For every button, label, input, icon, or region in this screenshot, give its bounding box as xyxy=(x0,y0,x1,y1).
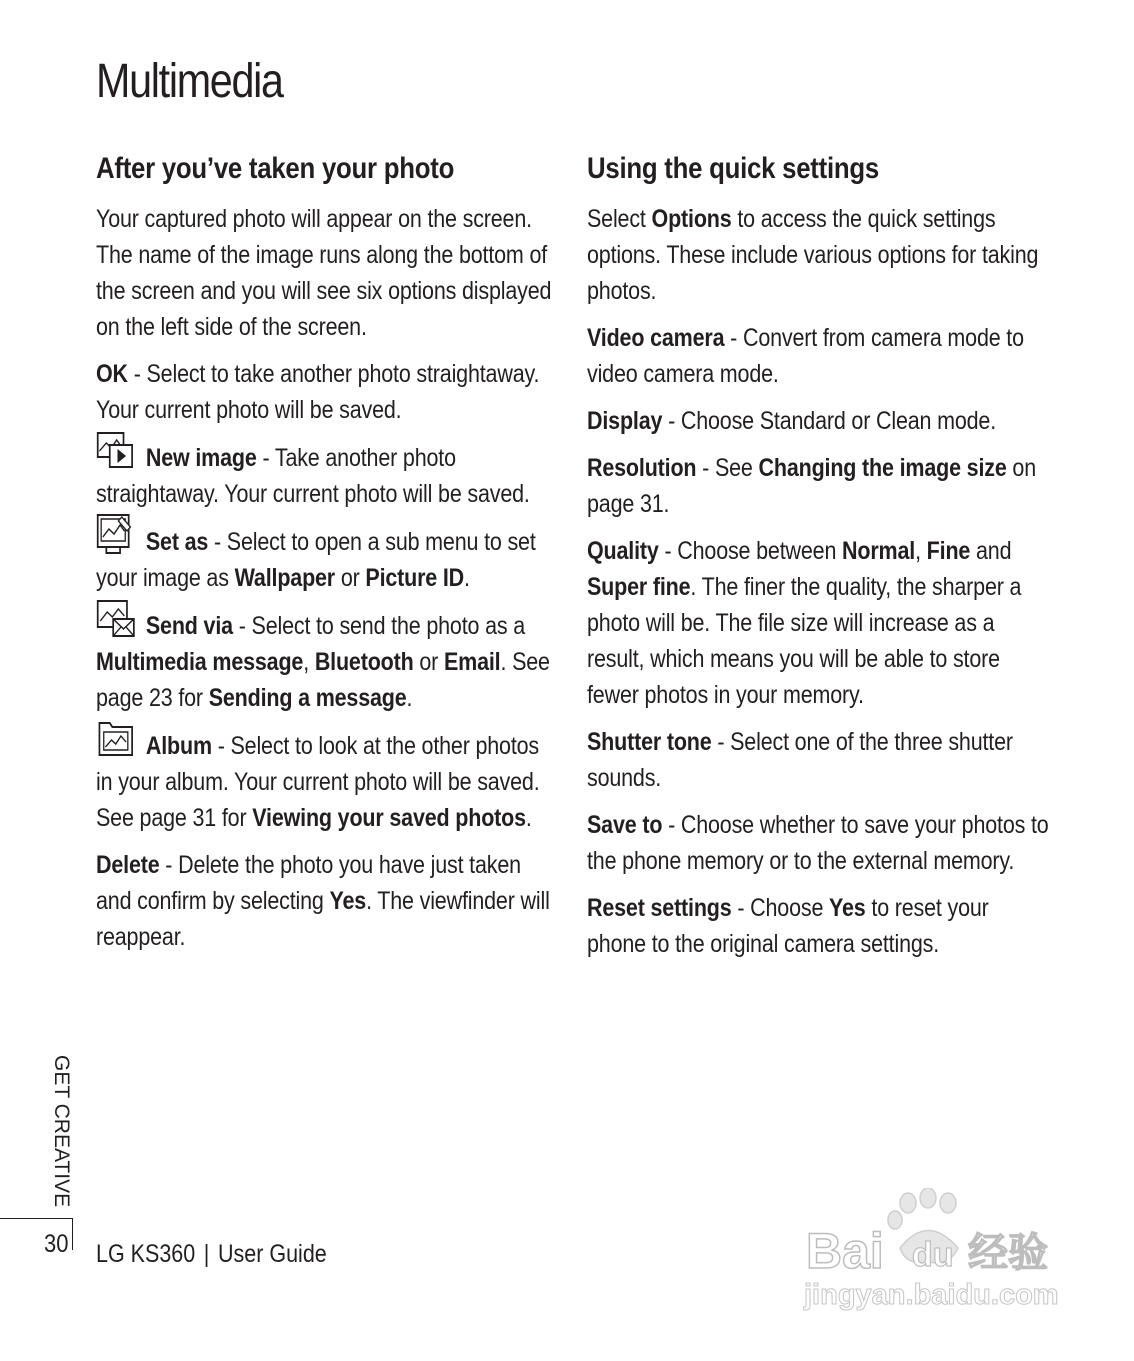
display-setting xyxy=(587,403,1051,439)
watermark-brand-du: du xyxy=(912,1236,954,1274)
delete-option xyxy=(96,847,560,955)
quality-text-3: and xyxy=(970,537,1012,565)
set-as-term: Set as xyxy=(145,528,209,556)
shutter-tone-setting xyxy=(587,724,1051,796)
email-term: Email xyxy=(443,648,501,676)
reset-text-2: to reset your phone to the original camera settings. xyxy=(587,894,989,958)
bluetooth-term: Bluetooth xyxy=(314,648,414,676)
ok-option xyxy=(96,356,560,428)
baidu-paw-logo xyxy=(800,1188,1070,1313)
delete-term: Delete xyxy=(96,851,160,879)
set-as-text-1: - Select to open a sub menu to set your image as xyxy=(96,528,536,592)
viewing-saved-photos-term: Viewing your saved photos xyxy=(252,804,526,832)
page-number: 30 xyxy=(44,1230,69,1258)
yes-term: Yes xyxy=(829,894,866,922)
new-image-icon xyxy=(96,439,134,469)
album-icon xyxy=(96,727,134,757)
footer-guide-label: User Guide xyxy=(217,1240,327,1268)
shutter-tone-description: - Select one of the three shutter sounds. xyxy=(587,728,1013,792)
fine-term: Fine xyxy=(926,537,971,565)
resolution-text-1: - See xyxy=(696,454,759,482)
resolution-term: Resolution xyxy=(587,454,697,482)
footer-separator: | xyxy=(203,1240,210,1268)
reset-settings-term: Reset settings xyxy=(587,894,732,922)
baidu-watermark xyxy=(800,1188,1070,1313)
set-as-option xyxy=(96,523,560,596)
send-via-text-3: or xyxy=(413,648,444,676)
wallpaper-term: Wallpaper xyxy=(234,564,336,592)
new-image-term: New image xyxy=(145,444,257,472)
quality-text-4: . The finer the quality, the sharper a photo will be. The file size will increase as a result, which means you will be able to store fewer photos in your memory. xyxy=(587,573,1022,709)
intro-text-1: Select xyxy=(587,205,652,233)
display-description: - Choose Standard or Clean mode. xyxy=(662,407,997,435)
quality-term: Quality xyxy=(587,537,659,565)
ok-description: - Select to take another photo straightaway. Your current photo will be saved. xyxy=(96,360,540,424)
shutter-tone-term: Shutter tone xyxy=(587,728,712,756)
album-text-1: - Select to look at the other photos in your album. Your current photo will be saved. See page 31 for xyxy=(96,732,540,832)
watermark-brand-bai: Bai xyxy=(806,1223,884,1279)
send-via-option xyxy=(96,607,560,716)
video-camera-description: - Convert from camera mode to video camera mode. xyxy=(587,324,1024,388)
left-column xyxy=(96,150,566,966)
watermark-brand-jingyan: 经验 xyxy=(968,1230,1048,1276)
quick-settings-intro xyxy=(587,201,1051,309)
options-term: Options xyxy=(651,205,732,233)
after-photo-intro: Your captured photo will appear on the screen. The name of the image runs along the bottom of the screen and you will see six options displayed on the left side of the screen. xyxy=(96,205,552,341)
quality-text-1: - Choose between xyxy=(658,537,843,565)
set-as-icon xyxy=(96,523,134,553)
picture-id-term: Picture ID xyxy=(365,564,465,592)
album-text-2: . xyxy=(525,804,532,832)
quality-setting xyxy=(587,533,1051,713)
section-heading-quick-settings: Using the quick settings xyxy=(587,152,879,185)
send-via-icon xyxy=(96,607,134,637)
ok-term: OK xyxy=(96,360,128,388)
sending-message-term: Sending a message xyxy=(208,684,407,712)
page-title: Multimedia xyxy=(96,55,283,108)
reset-settings-setting xyxy=(587,890,1051,962)
send-via-term: Send via xyxy=(145,612,233,640)
delete-text-2: . The viewfinder will reappear. xyxy=(96,887,550,951)
resolution-text-2: on page 31. xyxy=(587,454,1037,518)
send-via-text-4: . See page 23 for xyxy=(96,648,550,712)
album-term: Album xyxy=(145,732,212,760)
delete-text-1: - Delete the photo you have just taken and confirm by selecting xyxy=(96,851,521,915)
changing-image-size-term: Changing the image size xyxy=(758,454,1007,482)
save-to-term: Save to xyxy=(587,811,663,839)
footer-guide-title xyxy=(96,1240,327,1269)
album-option xyxy=(96,727,560,836)
reset-text-1: - Choose xyxy=(731,894,830,922)
section-side-tab xyxy=(47,1055,75,1208)
send-via-text-2: , xyxy=(303,648,315,676)
right-column xyxy=(587,150,1057,973)
section-heading-after-photo: After you’ve taken your photo xyxy=(96,152,455,185)
watermark-url: jingyan.baidu.com xyxy=(804,1279,1059,1311)
resolution-setting xyxy=(587,450,1051,522)
video-camera-setting xyxy=(587,320,1051,392)
send-via-text-5: . xyxy=(406,684,413,712)
save-to-setting xyxy=(587,807,1051,879)
set-as-text-2: or xyxy=(335,564,366,592)
super-fine-term: Super fine xyxy=(587,573,691,601)
footer-divider xyxy=(72,1218,73,1250)
send-via-text-1: - Select to send the photo as a xyxy=(232,612,526,640)
normal-term: Normal xyxy=(842,537,916,565)
display-term: Display xyxy=(587,407,663,435)
new-image-option xyxy=(96,439,560,512)
video-camera-term: Video camera xyxy=(587,324,725,352)
new-image-description: - Take another photo straightaway. Your current photo will be saved. xyxy=(96,444,530,508)
quality-text-2: , xyxy=(915,537,927,565)
intro-text-2: to access the quick settings options. These include various options for taking photos. xyxy=(587,205,1039,305)
yes-term: Yes xyxy=(329,887,367,915)
multimedia-message-term: Multimedia message xyxy=(96,648,304,676)
set-as-text-3: . xyxy=(464,564,470,592)
footer-rule xyxy=(0,1218,72,1219)
save-to-description: - Choose whether to save your photos to the phone memory or to the external memory. xyxy=(587,811,1049,875)
side-tab-label: GET CREATIVE xyxy=(50,1055,73,1208)
footer-model: LG KS360 xyxy=(96,1240,196,1268)
